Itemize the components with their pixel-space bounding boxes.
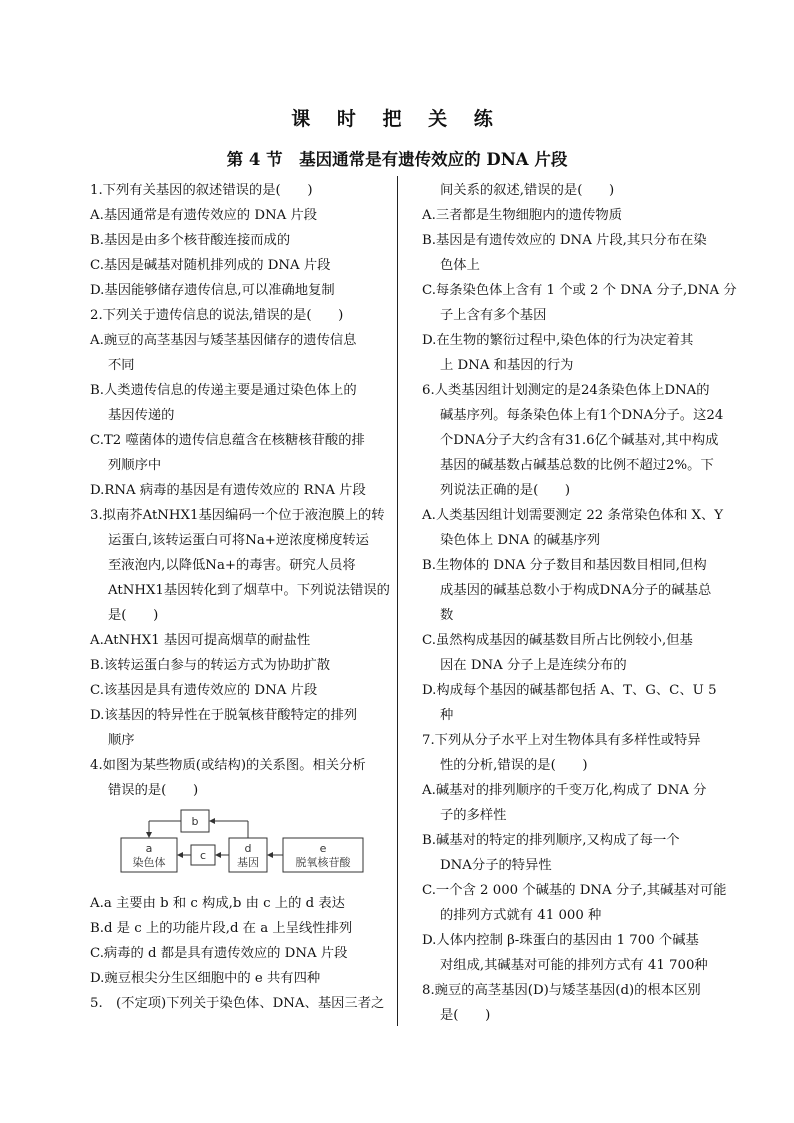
left-column bbox=[90, 178, 390, 1016]
question-7-stem-cont: 性的分析,错误的是( ) bbox=[440, 758, 588, 773]
question-8-stem: 8.豌豆的高茎基因(D)与矮茎基因(d)的根本区别 bbox=[422, 983, 701, 998]
question-7-option-c: C.一个含 2 000 个碱基的 DNA 分子,其碱基对可能 bbox=[422, 883, 727, 898]
question-3-stem-cont: 运蛋白,该转运蛋白可将Na+逆浓度梯度转运 bbox=[108, 533, 369, 548]
question-2-option-c: C.T2 噬菌体的遗传信息蕴含在核糖核苷酸的排 bbox=[90, 433, 365, 448]
question-5-option-a: A.三者都是生物细胞内的遗传物质 bbox=[422, 208, 622, 223]
question-7-option-b: B.碱基对的特定的排列顺序,又构成了每一个 bbox=[422, 833, 680, 848]
question-3-option-b: B.该转运蛋白参与的转运方式为协助扩散 bbox=[90, 658, 331, 673]
question-4-stem-cont: 错误的是( ) bbox=[108, 783, 199, 798]
question-2-option-b-cont: 基因传递的 bbox=[108, 408, 175, 423]
question-5-option-c: C.每条染色体上含有 1 个或 2 个 DNA 分子,DNA 分 bbox=[422, 283, 737, 298]
diagram-label-b: b bbox=[191, 815, 199, 828]
question-7-option-b-cont: DNA分子的特异性 bbox=[440, 858, 552, 873]
question-2-option-b: B.人类遗传信息的传递主要是通过染色体上的 bbox=[90, 383, 357, 398]
question-3-stem-cont: 是( ) bbox=[108, 608, 159, 623]
question-5-option-d: D.在生物的繁衍过程中,染色体的行为决定着其 bbox=[422, 333, 694, 348]
question-2-stem: 2.下列关于遗传信息的说法,错误的是( ) bbox=[90, 308, 344, 323]
question-5-stem: 5. (不定项)下列关于染色体、DNA、基因三者之 bbox=[90, 996, 385, 1011]
question-6-option-c-cont: 因在 DNA 分子上是连续分布的 bbox=[440, 658, 627, 673]
question-6-option-c: C.虽然构成基因的碱基数目所占比例较小,但基 bbox=[422, 633, 693, 648]
question-3-stem-cont: 至液泡内,以降低Na+的毒害。研究人员将 bbox=[108, 558, 356, 573]
question-1-option-c: C.基因是碱基对随机排列成的 DNA 片段 bbox=[90, 258, 331, 273]
question-4-option-d: D.豌豆根尖分生区细胞中的 e 共有四种 bbox=[90, 971, 321, 986]
question-5-option-d-cont: 上 DNA 和基因的行为 bbox=[440, 358, 574, 373]
diagram-label-d: d bbox=[244, 842, 252, 855]
question-6-option-a-cont: 染色体上 DNA 的碱基序列 bbox=[440, 533, 601, 548]
diagram-label-a: a bbox=[145, 842, 153, 855]
question-1-option-b: B.基因是由多个核苷酸连接而成的 bbox=[90, 233, 291, 248]
diagram-label-e: e bbox=[319, 842, 327, 855]
relationship-diagram bbox=[90, 803, 390, 891]
question-3-option-d: D.该基因的特异性在于脱氧核苷酸特定的排列 bbox=[90, 708, 358, 723]
question-4-stem: 4.如图为某些物质(或结构)的关系图。相关分析 bbox=[90, 758, 366, 773]
question-6-stem-cont: 基因的碱基数占碱基总数的比例不超过2%。下 bbox=[440, 458, 714, 473]
section-subtitle: 第 4 节 基因通常是有遗传效应的 DNA 片段 bbox=[226, 150, 568, 169]
question-3-option-a: A.AtNHX1 基因可提高烟草的耐盐性 bbox=[90, 633, 311, 648]
question-3-option-d-cont: 顺序 bbox=[108, 733, 135, 748]
question-1-stem: 1.下列有关基因的叙述错误的是( ) bbox=[90, 183, 313, 198]
question-7-option-d-cont: 对组成,其碱基对可能的排列方式有 41 700种 bbox=[440, 958, 708, 973]
question-7-option-a-cont: 子的多样性 bbox=[440, 808, 507, 823]
question-3-stem-cont: AtNHX1基因转化到了烟草中。下列说法错误的 bbox=[108, 583, 390, 598]
diagram-name-d: 基因 bbox=[237, 856, 259, 869]
question-6-option-b: B.生物体的 DNA 分子数目和基因数目相同,但构 bbox=[422, 558, 707, 573]
diagram-label-c: c bbox=[199, 849, 207, 862]
question-2-option-a-cont: 不同 bbox=[108, 358, 135, 373]
question-6-option-b-cont: 成基因的碱基总数小于构成DNA分子的碱基总 bbox=[440, 583, 712, 598]
question-6-stem: 6.人类基因组计划测定的是24条染色体上DNA的 bbox=[422, 383, 710, 398]
question-3-stem: 3.拟南芥AtNHX1基因编码一个位于液泡膜上的转 bbox=[90, 508, 385, 523]
question-2-option-a: A.豌豆的高茎基因与矮茎基因储存的遗传信息 bbox=[90, 333, 357, 348]
question-6-option-a: A.人类基因组计划需要测定 22 条常染色体和 X、Y bbox=[422, 508, 724, 523]
question-5-option-b: B.基因是有遗传效应的 DNA 片段,其只分布在染 bbox=[422, 233, 707, 248]
question-6-option-d-cont: 种 bbox=[440, 708, 454, 723]
question-7-option-a: A.碱基对的排列顺序的千变万化,构成了 DNA 分 bbox=[422, 783, 707, 798]
worksheet-title: 课 时 把 关 练 bbox=[291, 108, 503, 130]
question-7-option-c-cont: 的排列方式就有 41 000 种 bbox=[440, 908, 602, 923]
question-2-option-c-cont: 列顺序中 bbox=[108, 458, 162, 473]
question-6-stem-cont: 个DNA分子大约含有31.6亿个碱基对,其中构成 bbox=[440, 433, 719, 448]
question-6-option-b-cont: 数 bbox=[440, 608, 454, 623]
question-3-option-c: C.该基因是具有遗传效应的 DNA 片段 bbox=[90, 683, 318, 698]
question-7-stem: 7.下列从分子水平上对生物体具有多样性或特异 bbox=[422, 733, 701, 748]
question-5-option-b-cont: 色体上 bbox=[440, 258, 480, 273]
question-1-option-a: A.基因通常是有遗传效应的 DNA 片段 bbox=[90, 208, 318, 223]
question-6-stem-cont: 碱基序列。每条染色体上有1个DNA分子。这24 bbox=[440, 408, 724, 423]
question-6-stem-cont: 列说法正确的是( ) bbox=[440, 483, 571, 498]
question-8-stem-cont: 是( ) bbox=[440, 1008, 491, 1023]
column-divider bbox=[397, 176, 398, 1026]
question-1-option-d: D.基因能够储存遗传信息,可以准确地复制 bbox=[90, 283, 335, 298]
question-6-option-d: D.构成每个基因的碱基都包括 A、T、G、C、U 5 bbox=[422, 683, 717, 698]
diagram-name-a: 染色体 bbox=[132, 856, 166, 869]
question-5-option-c-cont: 子上含有多个基因 bbox=[440, 308, 547, 323]
question-4-option-c: C.病毒的 d 都是具有遗传效应的 DNA 片段 bbox=[90, 946, 348, 961]
question-4-option-b: B.d 是 c 上的功能片段,d 在 a 上呈线性排列 bbox=[90, 921, 353, 936]
question-5-stem-cont: 间关系的叙述,错误的是( ) bbox=[440, 183, 615, 198]
diagram-name-e: 脱氧核苷酸 bbox=[295, 856, 351, 869]
question-7-option-d: D.人体内控制 β-珠蛋白的基因由 1 700 个碱基 bbox=[422, 933, 699, 948]
question-2-option-d: D.RNA 病毒的基因是有遗传效应的 RNA 片段 bbox=[90, 483, 366, 498]
right-column bbox=[422, 178, 737, 1028]
question-4-option-a: A.a 主要由 b 和 c 构成,b 由 c 上的 d 表达 bbox=[90, 896, 345, 911]
